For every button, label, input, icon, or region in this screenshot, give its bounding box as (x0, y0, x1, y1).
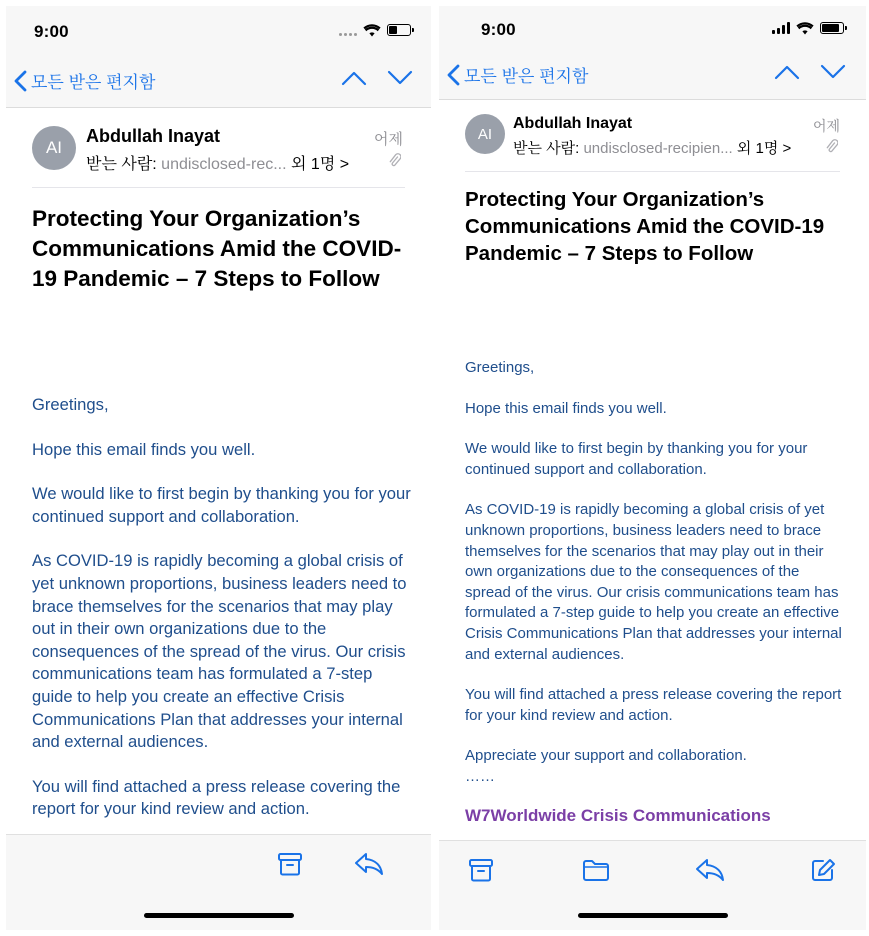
wifi-icon (363, 24, 381, 37)
email-body (465, 358, 846, 846)
bottom-toolbar (439, 840, 866, 930)
wifi-icon (796, 22, 814, 35)
compose-icon[interactable] (809, 857, 837, 883)
body-paragraph: Hope this email finds you well. (465, 399, 667, 417)
battery-icon (387, 24, 411, 36)
divider (32, 187, 405, 188)
archive-icon[interactable] (467, 857, 495, 883)
body-paragraph: As COVID-19 is rapidly becoming a global crisis of yet unknown proportions, business leaders need to brace themselves for the scenarios that may play out in their own organizations due to the consequences of the spread of the virus. Our crisis communications team has formulated a 7-step guide to help you create an effective Crisis Communications Plan that addresses your internal and external audiences. (465, 501, 842, 663)
email-subject: Protecting Your Organization’s Communications Amid the COVID-19 Pandemic – 7 Steps to Follow (32, 206, 402, 291)
chevron-up-icon[interactable] (774, 64, 800, 80)
body-paragraph: You will find attached a press release covering the report for your kind review and action. (32, 776, 401, 819)
nav-bar (439, 48, 866, 100)
battery-icon (820, 22, 844, 34)
recipient-line[interactable] (513, 137, 791, 158)
body-paragraph: Greetings, (32, 395, 109, 414)
divider (465, 171, 840, 172)
email-screen-left (6, 6, 431, 930)
home-indicator[interactable] (578, 913, 728, 918)
body-paragraph: We would like to first begin by thanking you for your continued support and collaboration. (465, 440, 808, 478)
chevron-left-icon (14, 70, 27, 92)
nav-bar (6, 54, 431, 108)
reply-icon[interactable] (354, 851, 384, 877)
chevron-left-icon (447, 64, 460, 86)
email-screen-right (439, 6, 866, 930)
recipient-value: undisclosed-recipien... (583, 140, 733, 157)
body-paragraph: As COVID-19 is rapidly becoming a global crisis of yet unknown proportions, business leaders need to brace themselves for the scenarios that may play out in their own organizations due to the consequences of the spread of the virus. Our crisis communications team has formulated a 7-step guide to help you create an effective Crisis Communications Plan that addresses your internal and external audiences. (32, 551, 407, 752)
status-bar (6, 6, 431, 54)
email-date: 어제 (374, 131, 403, 148)
body-paragraph: Appreciate your support and collaboration. (465, 747, 747, 765)
folder-icon[interactable] (581, 857, 611, 883)
back-label: 모든 받은 편지함 (31, 73, 156, 92)
sender-name: Abdullah Inayat (513, 115, 633, 132)
home-indicator[interactable] (144, 913, 294, 918)
avatar: AI (465, 114, 505, 154)
chevron-up-icon[interactable] (341, 70, 367, 86)
signal-icon (772, 22, 790, 34)
status-time: 9:00 (34, 22, 69, 41)
archive-icon[interactable] (276, 851, 304, 877)
body-paragraph: We would like to first begin by thanking you for your continued support and collaboration. (32, 484, 411, 526)
back-button[interactable] (14, 68, 155, 93)
status-icons (772, 20, 844, 36)
paperclip-icon (826, 139, 838, 155)
back-button[interactable] (447, 62, 588, 87)
body-paragraph: Hope this email finds you well. (32, 439, 256, 459)
sender-header[interactable] (6, 116, 431, 188)
paperclip-icon (389, 153, 401, 169)
recipient-label: 받는 사람: (86, 156, 157, 173)
status-bar (439, 6, 866, 48)
signal-icon (339, 24, 357, 36)
back-label: 모든 받은 편지함 (464, 67, 589, 86)
status-icons (339, 22, 411, 38)
chevron-down-icon[interactable] (387, 70, 413, 86)
status-time: 9:00 (481, 20, 516, 39)
chevron-down-icon[interactable] (820, 64, 846, 80)
recipient-label: 받는 사람: (513, 140, 580, 157)
signature: W7Worldwide Crisis Communications (465, 805, 771, 825)
body-paragraph: You will find attached a press release covering the report for your kind review and action. (465, 686, 842, 724)
reply-icon[interactable] (695, 857, 725, 883)
recipient-more: 외 1명 > (291, 156, 350, 173)
email-subject: Protecting Your Organization’s Communications Amid the COVID-19 Pandemic – 7 Steps to Follow (465, 188, 825, 265)
sender-header[interactable] (439, 106, 866, 172)
ellipsis: …… (465, 767, 495, 785)
recipient-line[interactable] (86, 151, 349, 174)
sender-name: Abdullah Inayat (86, 126, 221, 146)
bottom-toolbar (6, 834, 431, 930)
recipient-more: 외 1명 > (736, 140, 792, 157)
email-date: 어제 (812, 118, 840, 134)
email-body (32, 394, 411, 834)
body-paragraph: Greetings, (465, 359, 535, 376)
recipient-value: undisclosed-rec... (161, 156, 287, 173)
avatar: AI (32, 126, 76, 170)
